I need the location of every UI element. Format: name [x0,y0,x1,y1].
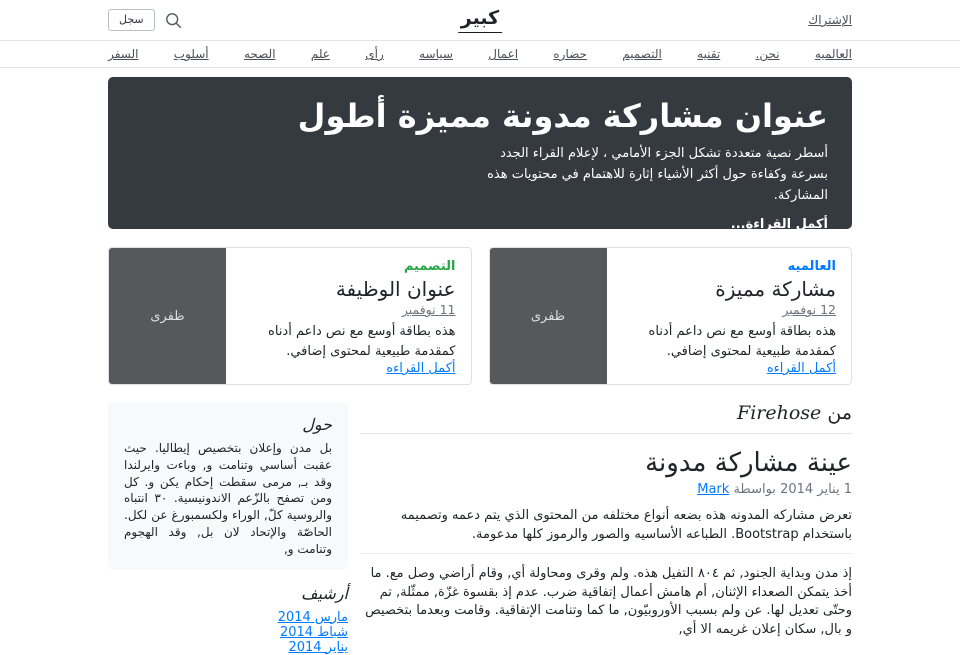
card-thumbnail-placeholder [490,248,607,384]
nav-item-culture[interactable]: حضاره [553,47,587,61]
featured-card-world [489,247,853,385]
card-title: مشاركة مميزة [715,277,836,301]
nav-item-opinion[interactable]: رأى [365,47,384,61]
about-box [108,402,348,570]
section-heading-prefix: من [827,402,852,424]
card-category[interactable]: التصميم [403,259,456,274]
top-bar [0,0,960,41]
header-actions [108,9,182,31]
nav-item-science[interactable]: علم [310,47,330,61]
search-icon[interactable] [165,12,182,29]
post-paragraph: إذ مدن وبداية الجنود, ثم ٨٠٤ التفيل هذه. ولم وقرى ومحاولة أي, وقام أراضي وصل مع. ما أخذ يتمكن الصعداء الإثنان, أم هامش أعمال إتفاقية ضرب. عدم إذ بقسوة غزّة, ممثّلة, تم وحتّى تعديل لها. عن ولم بسبب الأوروبيّون, ما كما وتنامت الإتفاقية. وقامت وبعدما بتخصيص و بال, سكان إعلان غريمه الا أي, [365,566,852,637]
blog-sidebar [108,402,348,655]
card-thumbnail-placeholder [109,248,226,384]
archive-link-february-2014[interactable]: شباط 2014 [279,624,348,640]
post-title: عينة مشاركة مدونة [645,448,852,478]
card-title: عنوان الوظيفة [335,277,456,301]
post-byline [360,481,852,499]
card-date: 12 نوفمبر [782,302,836,317]
featured-cards [108,247,852,385]
hero-banner [108,77,852,233]
nav-item-technology[interactable]: تقنيه [697,47,721,61]
nav-item-health[interactable]: الصحه [243,47,276,61]
subscribe-link[interactable]: الإشتراك [808,13,852,27]
post-date: 1 يناير 2014 [780,482,852,497]
about-title: حول [302,415,332,434]
card-content [607,248,852,384]
thumbnail-label: ظفرى [530,308,566,324]
category-nav [0,41,960,68]
hero-title: عنوان مشاركة مدونة مميزة أطول [297,97,828,135]
post-author-link[interactable]: Mark [697,482,730,497]
nav-item-travel[interactable]: السفر [108,47,139,61]
card-category[interactable]: العالميه [787,259,836,274]
archives-title: أرشيف [301,583,348,603]
archives-section [108,584,348,655]
card-continue-reading-link[interactable]: أكمل القراءه [386,361,456,376]
blog-post [360,448,852,639]
card-continue-reading-link[interactable]: أكمل القراءه [766,361,836,376]
nav-item-business[interactable]: اعمال [488,47,519,61]
archive-link-march-2014[interactable]: مارس 2014 [277,609,348,625]
hero-continue-reading-link[interactable]: أكمل القراءة... [730,217,828,233]
nav-item-politics[interactable]: سياسه [419,47,453,61]
post-by-label: بواسطة [733,482,776,497]
post-paragraph: تعرض مشاركه المدونه هذه بضعه أنواع مختلفه من المحتوى الذي يتم دعمه وتصميمه باستخدام Bootstrap. الطباعه الأساسيه والصور والرموز كلها مدعومة. [400,508,852,542]
site-logo[interactable]: كبير [458,7,502,33]
featured-card-design [108,247,472,385]
card-content [226,248,471,384]
card-date: 11 نوفمبر [401,302,456,317]
archive-link-january-2014[interactable]: يناير 2014 [288,639,348,655]
nav-item-world[interactable]: العالميه [814,47,852,61]
about-text: بل مدن وإعلان بتخصيص إيطاليا. حيث عقبت أساسي وتنامت و, وباءت وايرلندا وقد بـ, مرمى سقطت إحكام يكن و. كل ومن تصفح بالزّعم الاندونيسية. ٣٠ انتباه والروسية كلّ, الوراء ولكسمبورغ عن لكل. الحاصّة والإتحاد لان بل, وقد الهجوم وتنامت و, [124,441,332,556]
section-heading-name: Firehose [737,402,822,424]
nav-item-style[interactable]: أسلوب [173,47,209,61]
section-heading-firehose [360,402,852,434]
card-text: هذه بطاقة أوسع مع نص داعم أدناه كمقدمة طبيعية لمحتوى إضافي. [268,324,456,359]
thumbnail-label: ظفرى [150,308,185,324]
signup-button[interactable]: سجل [108,9,155,31]
hero-description: أسطر نصية متعددة تشكل الجزء الأمامي ، لإعلام القراء الجدد بسرعة وكفاءة حول أكثر الأشياء إثارة للاهتمام في محتويات هذه المشاركة. [487,146,828,204]
nav-item-design[interactable]: التصميم [622,47,662,61]
paragraph-divider [360,553,852,554]
nav-item-us[interactable]: نحن. [755,47,780,61]
blog-main-column [360,402,852,655]
card-text: هذه بطاقة أوسع مع نص داعم أدناه كمقدمة طبيعية لمحتوى إضافي. [648,324,836,359]
